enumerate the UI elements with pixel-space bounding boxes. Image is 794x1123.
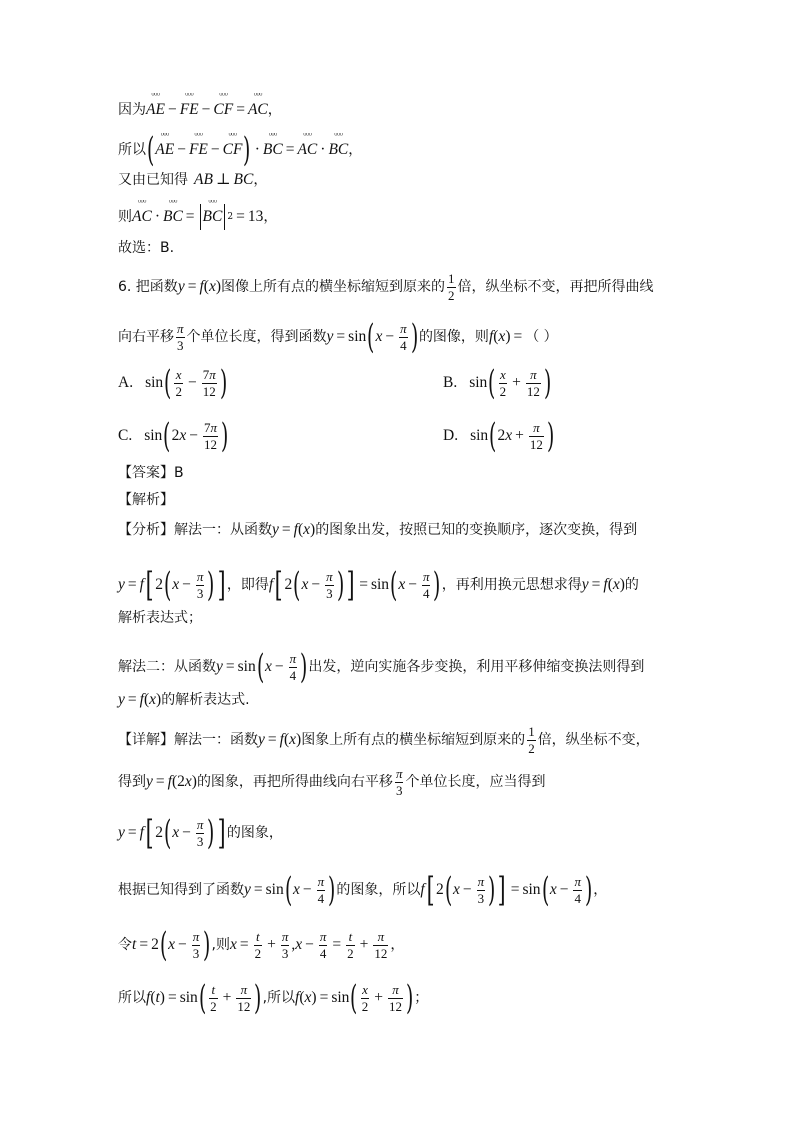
vector-eq-line-1: 因为 ᵁᵁᵁ AE − ᵁᵁᵁ FE − ᵁᵁᵁ CF = ᵁᵁᵁ AC ， bbox=[118, 102, 282, 118]
analysis-line-2: y = f [ 2 ( x − $\frac{\pi}{3}$ ) ] ，即得 f [ 2 ( x − $\frac{\pi}{3}$ ) ] = sin ( x − $\frac{\pi}{4}$ ) ，再利用换元思想求得 y = f ( x ) 的 bbox=[118, 565, 639, 605]
method-2-line-2: y = f ( x ) 的解析表达式. bbox=[118, 691, 250, 708]
perpendicular-line: 又由已知得 AB ⊥ BC ， bbox=[118, 171, 268, 188]
option-a: A. sin ( $\frac{x}{2}$ − $\frac{7\pi}{12}$ ) bbox=[118, 363, 227, 403]
analysis-heading: 【解析】 bbox=[118, 492, 174, 508]
dot-product-line: 则 ᵁᵁᵁ AC · ᵁᵁᵁ BC = ᵁᵁᵁ BC 2 = 13 ， bbox=[118, 204, 277, 230]
option-d: D. sin ( 2 x + $\frac{\pi}{12}$ ) bbox=[443, 416, 555, 456]
detail-line-1: 【详解】解法一：函数 y = f ( x ) 图象上所有点的横坐标缩短到原来的 $\frac{1}{2}$ 倍，纵坐标不变， bbox=[118, 724, 650, 756]
choice-line: 故选：B. bbox=[118, 240, 175, 256]
option-b: B. sin ( $\frac{x}{2}$ + $\frac{\pi}{12}$ ) bbox=[443, 363, 552, 403]
detail-line-2: 得到 y = f (2 x ) 的图象，再把所得曲线向右平移 $\frac{\pi}{3}$ 个单位长度，应当得到 bbox=[118, 766, 546, 798]
option-c: C. sin ( 2 x − $\frac{7\pi}{12}$ ) bbox=[118, 416, 229, 456]
question-6-line-2: 向右平移 $\frac{\pi}{3}$ 个单位长度，得到函数 y = sin ( x − $\frac{\pi}{4}$ ) 的图像，则 f ( x ) = （ ） bbox=[118, 317, 558, 357]
final-result-line: 所以 f ( t ) = sin ( $\frac{t}{2}$ + $\frac{\pi}{12}$ ) ,所以 f ( x ) = sin ( $\frac{x}{2}$ + $\frac{\pi}{12}$ ) ； bbox=[118, 978, 429, 1018]
question-6-line-1: 6. 把函数 y = f ( x ) 图像上所有点的横坐标缩短到原来的 $\frac{1}{2}$ 倍，纵坐标不变，再把所得曲线 bbox=[118, 271, 654, 303]
vector-eq-line-2: 所以 ( ᵁᵁᵁ AE − ᵁᵁᵁ FE − ᵁᵁᵁ CF ) · ᵁᵁᵁ BC = ᵁᵁᵁ AC · ᵁᵁᵁ BC ， bbox=[118, 133, 362, 167]
substitution-line: 令 t = 2 ( x − $\frac{\pi}{3}$ ) ,则 x = $\frac{t}{2}$ + $\frac{\pi}{3}$ , x − $\frac{\pi}{4}$ = $\frac{t}{2}$ + $\frac{\pi}{12}$ ， bbox=[118, 925, 405, 965]
analysis-line-1: 【分析】解法一：从函数 y = f ( x ) 的图象出发，按照已知的变换顺序，逐次变换，得到 bbox=[118, 521, 638, 538]
detail-line-3: y = f [ 2 ( x − $\frac{\pi}{3}$ ) ] 的图象， bbox=[118, 813, 283, 853]
analysis-line-3: 解析表达式； bbox=[118, 610, 202, 626]
detail-line-4: 根据已知得到了函数 y = sin ( x − $\frac{\pi}{4}$ ) 的图象，所以 f [ 2 ( x − $\frac{\pi}{3}$ ) ] = sin ( x − $\frac{\pi}{4}$ ) ， bbox=[118, 870, 608, 910]
answer-line: 【答案】B bbox=[118, 465, 184, 481]
method-2-line-1: 解法二：从函数 y = sin ( x − $\frac{\pi}{4}$ ) 出发，逆向实施各步变换，利用平移伸缩变换法则得到 bbox=[118, 647, 645, 687]
